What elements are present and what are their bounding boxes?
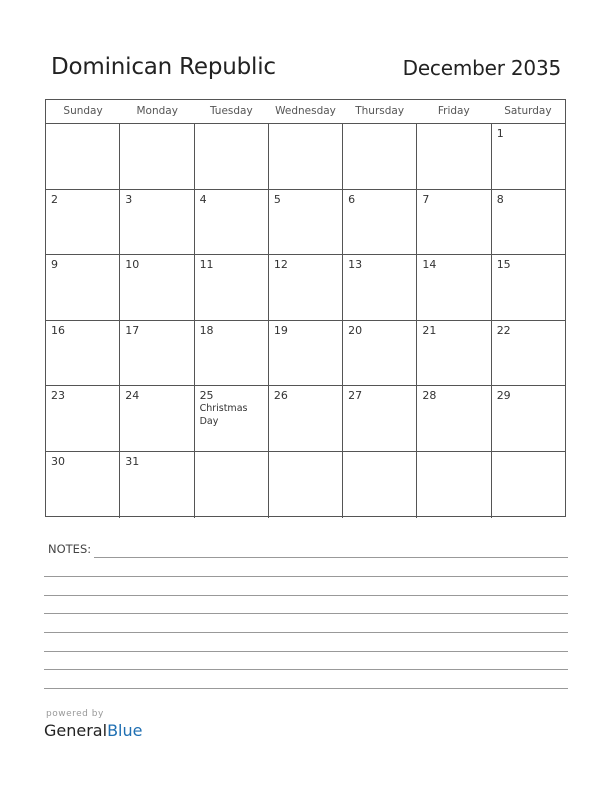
note-line <box>44 576 568 577</box>
week-row <box>46 124 565 190</box>
brand-blue: Blue <box>107 721 143 740</box>
day-cell[interactable] <box>416 190 490 255</box>
note-line <box>44 595 568 596</box>
note-line <box>44 613 568 614</box>
day-number: 30 <box>51 455 65 468</box>
week-row <box>46 190 565 256</box>
week-row <box>46 386 565 452</box>
day-cell[interactable] <box>342 124 416 189</box>
holiday-label: Christmas Day <box>199 403 248 428</box>
page-title: Dominican Republic <box>51 54 276 80</box>
day-number: 7 <box>422 192 430 206</box>
day-cell[interactable] <box>268 190 342 255</box>
week-row <box>46 255 565 321</box>
day-cell[interactable] <box>268 321 342 386</box>
day-number: 23 <box>51 389 65 403</box>
weekday-thursday: Thursday <box>355 105 405 117</box>
brand-general: General <box>44 721 108 740</box>
weekday-header-row <box>46 100 565 124</box>
day-number: 18 <box>199 323 214 337</box>
day-cell[interactable] <box>119 255 193 320</box>
month-label: December 2035 <box>402 56 561 80</box>
day-number: 24 <box>125 389 140 403</box>
day-cell[interactable] <box>268 386 342 451</box>
day-number: 29 <box>496 389 511 403</box>
weekday-saturday: Saturday <box>504 105 552 117</box>
day-cell[interactable] <box>491 124 565 189</box>
day-number: 12 <box>273 258 288 272</box>
weekday-friday: Friday <box>437 105 470 117</box>
day-number: 28 <box>422 389 437 403</box>
day-cell[interactable] <box>46 452 119 518</box>
day-cell[interactable] <box>119 124 193 189</box>
day-cell[interactable] <box>119 321 193 386</box>
day-number: 17 <box>125 323 140 337</box>
day-cell[interactable] <box>416 321 490 386</box>
weekday-wednesday: Wednesday <box>275 105 336 117</box>
day-cell[interactable] <box>416 386 490 451</box>
day-cell[interactable] <box>342 321 416 386</box>
day-cell[interactable] <box>194 321 268 386</box>
week-row <box>46 321 565 387</box>
day-cell[interactable] <box>194 124 268 189</box>
day-cell[interactable] <box>416 124 490 189</box>
day-cell[interactable] <box>119 452 193 518</box>
day-cell[interactable] <box>491 452 565 518</box>
day-cell[interactable] <box>342 386 416 451</box>
note-line <box>44 651 568 652</box>
day-number: 5 <box>273 192 281 206</box>
weekday-sunday: Sunday <box>63 105 103 117</box>
day-number: 20 <box>348 323 363 337</box>
day-number: 19 <box>273 323 288 337</box>
day-number: 10 <box>125 258 140 272</box>
day-cell[interactable] <box>194 190 268 255</box>
day-number: 11 <box>199 258 214 272</box>
day-cell[interactable] <box>194 386 268 451</box>
day-cell[interactable] <box>342 452 416 518</box>
day-cell[interactable] <box>268 124 342 189</box>
weekday-monday: Monday <box>136 105 178 117</box>
powered-by-text: powered by <box>46 709 104 719</box>
day-cell[interactable] <box>342 255 416 320</box>
day-cell[interactable] <box>491 386 565 451</box>
day-cell[interactable] <box>491 255 565 320</box>
day-number: 14 <box>422 258 437 272</box>
day-cell[interactable] <box>46 386 119 451</box>
day-number: 3 <box>125 192 133 206</box>
day-number: 22 <box>496 323 511 337</box>
day-cell[interactable] <box>491 321 565 386</box>
day-cell[interactable] <box>416 255 490 320</box>
day-cell[interactable] <box>268 452 342 518</box>
day-cell[interactable] <box>268 255 342 320</box>
note-line <box>44 669 568 670</box>
day-number: 26 <box>273 389 288 403</box>
note-line <box>44 688 568 689</box>
week-row <box>46 452 565 518</box>
day-number: 2 <box>51 192 58 206</box>
day-number: 9 <box>51 258 58 272</box>
day-number: 16 <box>51 323 65 337</box>
day-number: 25 <box>199 389 214 403</box>
day-cell[interactable] <box>46 190 119 255</box>
brand-logo[interactable] <box>44 721 142 740</box>
day-number: 1 <box>496 127 504 140</box>
day-cell[interactable] <box>194 255 268 320</box>
day-number: 6 <box>348 192 356 206</box>
note-line <box>94 557 568 558</box>
day-cell[interactable] <box>46 124 119 189</box>
day-cell[interactable] <box>119 386 193 451</box>
calendar-grid <box>45 99 566 517</box>
day-cell[interactable] <box>194 452 268 518</box>
day-number: 13 <box>348 258 363 272</box>
day-cell[interactable] <box>119 190 193 255</box>
weekday-tuesday: Tuesday <box>209 105 253 117</box>
note-line <box>44 632 568 633</box>
day-cell[interactable] <box>416 452 490 518</box>
day-cell[interactable] <box>46 321 119 386</box>
day-number: 27 <box>348 389 363 403</box>
day-number: 8 <box>496 192 504 206</box>
day-number: 15 <box>496 258 511 272</box>
day-cell[interactable] <box>342 190 416 255</box>
day-number: 4 <box>199 192 207 206</box>
day-number: 31 <box>125 455 140 468</box>
notes-label: NOTES: <box>48 542 92 556</box>
day-cell[interactable] <box>46 255 119 320</box>
day-number: 21 <box>422 323 437 337</box>
day-cell[interactable] <box>491 190 565 255</box>
